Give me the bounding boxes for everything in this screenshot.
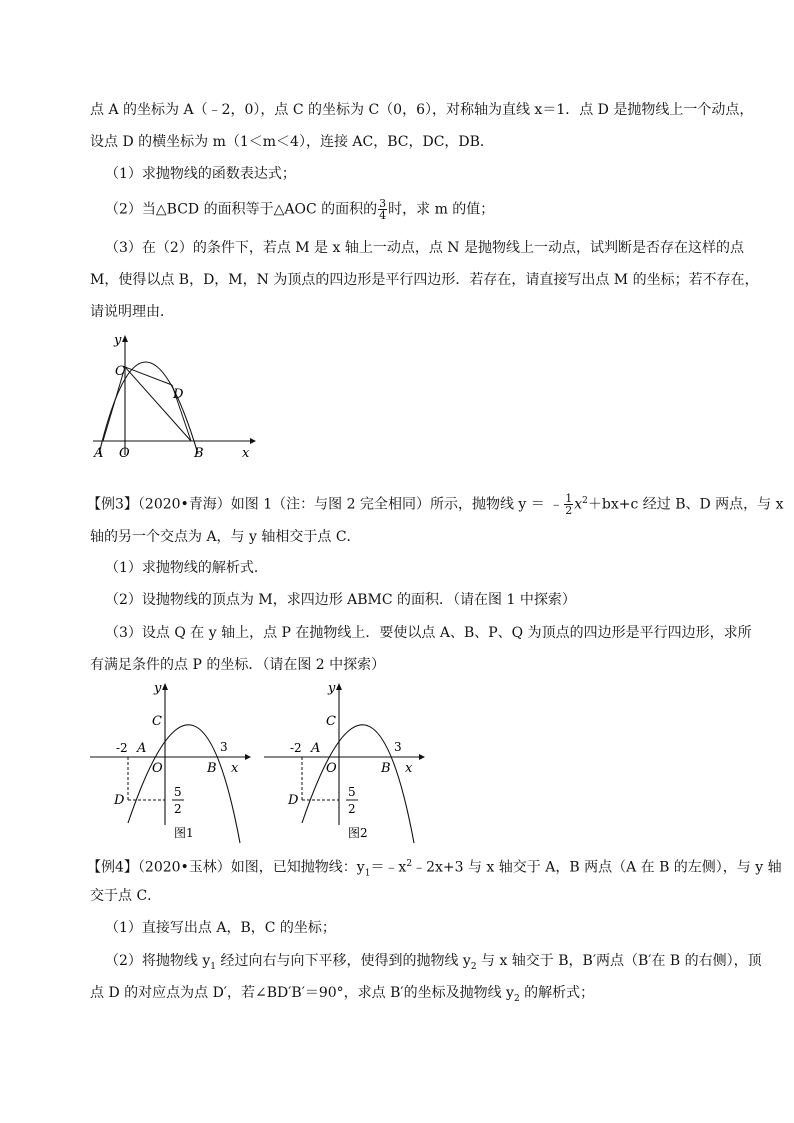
fig2-label-A: A [311,741,321,756]
example-3-text-c: ＋bx+c 经过 B、D 两点，与 x [587,496,784,513]
example-4-sup: 2 [406,859,413,869]
fig2-label-C: C [326,714,336,729]
label-O: O [119,446,130,460]
example-4-q3-sub: 2 [513,993,520,1004]
fig1-label-three: 3 [220,740,228,754]
fig1-label-B: B [207,761,217,776]
fig2-caption: 图2 [348,826,368,840]
question-2-text-a: （2）当△BCD 的面积等于△AOC 的面积的 [105,201,378,218]
label-y: y [114,333,122,348]
question-3-line-1: （3）在（2）的条件下，若点 M 是 x 轴上一动点，点 N 是抛物线上一动点，试判断是否存在这样的点 [105,240,744,256]
fig1-label-A: A [137,741,147,756]
fig2-label-three: 3 [394,740,402,754]
fig1-label-neg2: -2 [116,741,128,755]
fig1-frac-num: 5 [174,785,182,799]
label-D: D [173,387,184,402]
example-4-question-1: （1）直接写出点 A，B，C 的坐标； [105,920,336,936]
label-B: B [194,446,204,460]
example-4-line-1 [87,854,782,883]
question-3-line-2: M，使得以点 B，D，M，N 为顶点的四边形是平行四边形．若存在，请直接写出点 M 的坐标；若不存在， [90,272,759,288]
fig2-label-neg2: -2 [290,741,302,755]
example-4-line-2: 交于点 C． [90,888,162,904]
example-4-q2-text-b: 经过向右与向下平移，使得到的抛物线 y [216,953,471,969]
problem-line-1: 点 A 的坐标为 A（﹣2，0），点 C 的坐标为 C（0，6），对称轴为直线 x＝1．点 D 是抛物线上一个动点， [90,102,754,118]
fig1-frac-den: 2 [174,802,182,816]
fig2-frac-num: 5 [348,785,356,799]
fraction-denominator: 2 [565,504,573,518]
fraction-numerator: 1 [565,492,573,506]
example-4-question-2-line-2 [90,983,594,1009]
example-4-q2-text-c: 与 x 轴交于 B，B′两点（B′在 B 的右侧），顶 [476,953,762,969]
example-4-q2-sub-2: 2 [470,961,477,972]
example-4-text-a: 【例4】（2020•玉林）如图，已知抛物线：y [87,859,365,876]
problem-line-2: 设点 D 的横坐标为 m（1＜m＜4），连接 AC，BC，DC，DB． [90,134,494,150]
fig1-label-D: D [114,793,125,808]
example-4-q2-text-a: （2）将抛物线 y [105,953,211,969]
x-axis-arrow [250,438,256,444]
fig2-label-O: O [326,761,337,776]
fig2-y-axis-arrow [336,683,342,690]
fig1-caption: 图1 [174,826,194,840]
example-4-question-2-line-1 [105,951,762,977]
example-3-x: x [574,496,583,513]
label-C: C [115,364,125,379]
question-2-text-b: 时，求 m 的值； [388,201,495,218]
example-4-q2-sub-1: 1 [210,961,217,972]
example-3-line-2: 轴的另一个交点为 A，与 y 轴相交于点 C． [90,529,361,545]
fig2-frac-den: 2 [348,802,356,816]
fraction-denominator: 4 [379,209,387,222]
parabola-figure-1 [88,330,258,460]
figure-2 [264,681,425,843]
example-3-line-1 [87,491,784,516]
question-2 [105,198,494,221]
question-3-line-3: 请说明理由． [90,304,174,320]
example-3-figures [85,675,425,845]
label-A: A [94,446,104,460]
example-3-question-3-line-1: （3）设点 Q 在 y 轴上，点 P 在抛物线上．要使以点 A、B、P、Q 为顶点的四边形是平行四边形，求所 [105,625,752,641]
example-3-question-3-line-2: 有满足条件的点 P 的坐标．（请在图 2 中探索） [90,657,386,673]
fig2-x-axis-arrow [419,754,425,760]
figure-1 [90,681,251,843]
example-3-exponent: 2 [582,496,588,506]
question-1: （1）求抛物线的函数表达式； [105,166,296,182]
fig1-x-axis-arrow [245,754,251,760]
segment-CB [125,367,191,441]
label-x: x [242,446,250,460]
fig2-label-y: y [328,681,336,696]
fig1-label-y: y [154,681,162,696]
example-3-text-a: 【例3】（2020•青海）如图 1（注：与图 2 完全相同）所示，抛物线 y ＝ ﹣ [87,496,564,513]
example-4-text-c: ﹣2x+3 与 x 轴交于 A，B 两点（A 在 B 的左侧），与 y 轴 [412,859,782,876]
example-4-text-b: ＝﹣x [370,859,407,876]
fraction-1-2 [564,493,573,516]
example-4-q3-text-a: 点 D 的对应点为点 D′，若∠BD′B′＝90°，求点 B′的坐标及抛物线 y [90,985,514,1001]
example-3-question-1: （1）求抛物线的解析式． [105,560,268,576]
fig1-label-C: C [152,714,162,729]
fraction-numerator: 3 [379,197,387,210]
fig1-y-axis-arrow [162,683,168,690]
example-4-q3-text-b: 的解析式； [519,985,595,1001]
fig2-label-D: D [288,793,299,808]
y-axis-arrow [122,335,128,342]
fig2-label-x: x [405,761,413,776]
example-4-sub-1: 1 [364,868,371,879]
fraction-3-4 [378,198,387,221]
fig1-label-x: x [231,761,239,776]
fig2-label-B: B [381,761,391,776]
example-3-question-2: （2）设抛物线的顶点为 M，求四边形 ABMC 的面积．（请在图 1 中探索） [105,592,576,608]
fig1-label-O: O [152,761,163,776]
